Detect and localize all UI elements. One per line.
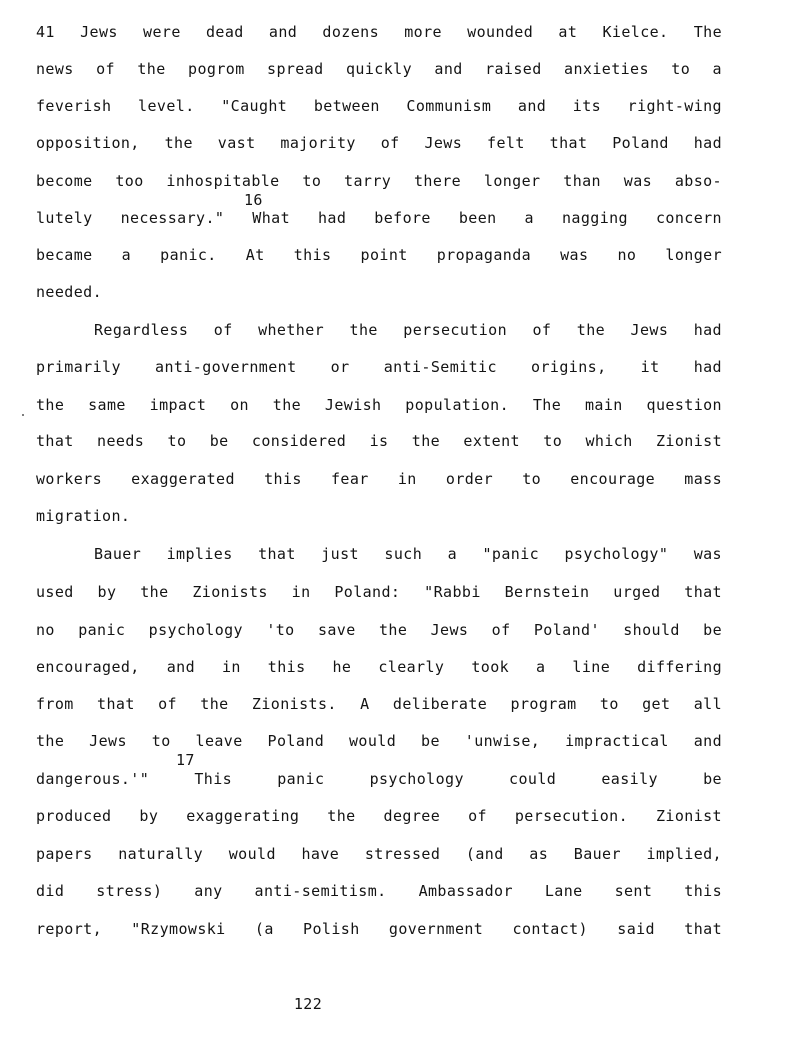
- text-line: produced by exaggerating the degree of persecution. Zionist: [36, 807, 722, 825]
- text-line: from that of the Zionists. A deliberate program to get all: [36, 695, 722, 713]
- page-number: 122: [293, 995, 323, 1013]
- paragraph-first-line: Regardless of whether the persecution of the Jews had: [94, 321, 722, 339]
- text-line: that needs to be considered is the extent to which Zionist: [36, 432, 722, 450]
- scan-speck: [22, 414, 24, 416]
- text-line: no panic psychology 'to save the Jews of Poland' should be: [36, 621, 722, 639]
- footnote-marker-16: 16: [244, 191, 263, 209]
- text-line: 41 Jews were dead and dozens more wounded at Kielce. The: [36, 23, 722, 41]
- text-line: opposition, the vast majority of Jews felt that Poland had: [36, 134, 722, 152]
- text-line: needed.: [36, 283, 103, 301]
- text-line: became a panic. At this point propaganda was no longer: [36, 246, 722, 264]
- text-line: papers naturally would have stressed (and as Bauer implied,: [36, 845, 722, 863]
- text-line: migration.: [36, 507, 131, 525]
- text-line: report, "Rzymowski (a Polish government contact) said that: [36, 920, 722, 938]
- text-line: the same impact on the Jewish population. The main question: [36, 396, 722, 414]
- text-line: used by the Zionists in Poland: "Rabbi Bernstein urged that: [36, 583, 722, 601]
- text-line: the Jews to leave Poland would be 'unwise, impractical and: [36, 732, 722, 750]
- text-line: workers exaggerated this fear in order to encourage mass: [36, 470, 722, 488]
- text-line: primarily anti-government or anti-Semitic origins, it had: [36, 358, 722, 376]
- text-line: dangerous.'" This panic psychology could easily be: [36, 770, 722, 788]
- text-line: did stress) any anti-semitism. Ambassador Lane sent this: [36, 882, 722, 900]
- text-line: lutely necessary." What had before been a nagging concern: [36, 209, 722, 227]
- text-line: encouraged, and in this he clearly took a line differing: [36, 658, 722, 676]
- text-line: feverish level. "Caught between Communism and its right-wing: [36, 97, 722, 115]
- paragraph-first-line: Bauer implies that just such a "panic psychology" was: [94, 545, 722, 563]
- text-line: become too inhospitable to tarry there longer than was abso-: [36, 172, 722, 190]
- text-line: news of the pogrom spread quickly and raised anxieties to a: [36, 60, 722, 78]
- footnote-marker-17: 17: [176, 751, 195, 769]
